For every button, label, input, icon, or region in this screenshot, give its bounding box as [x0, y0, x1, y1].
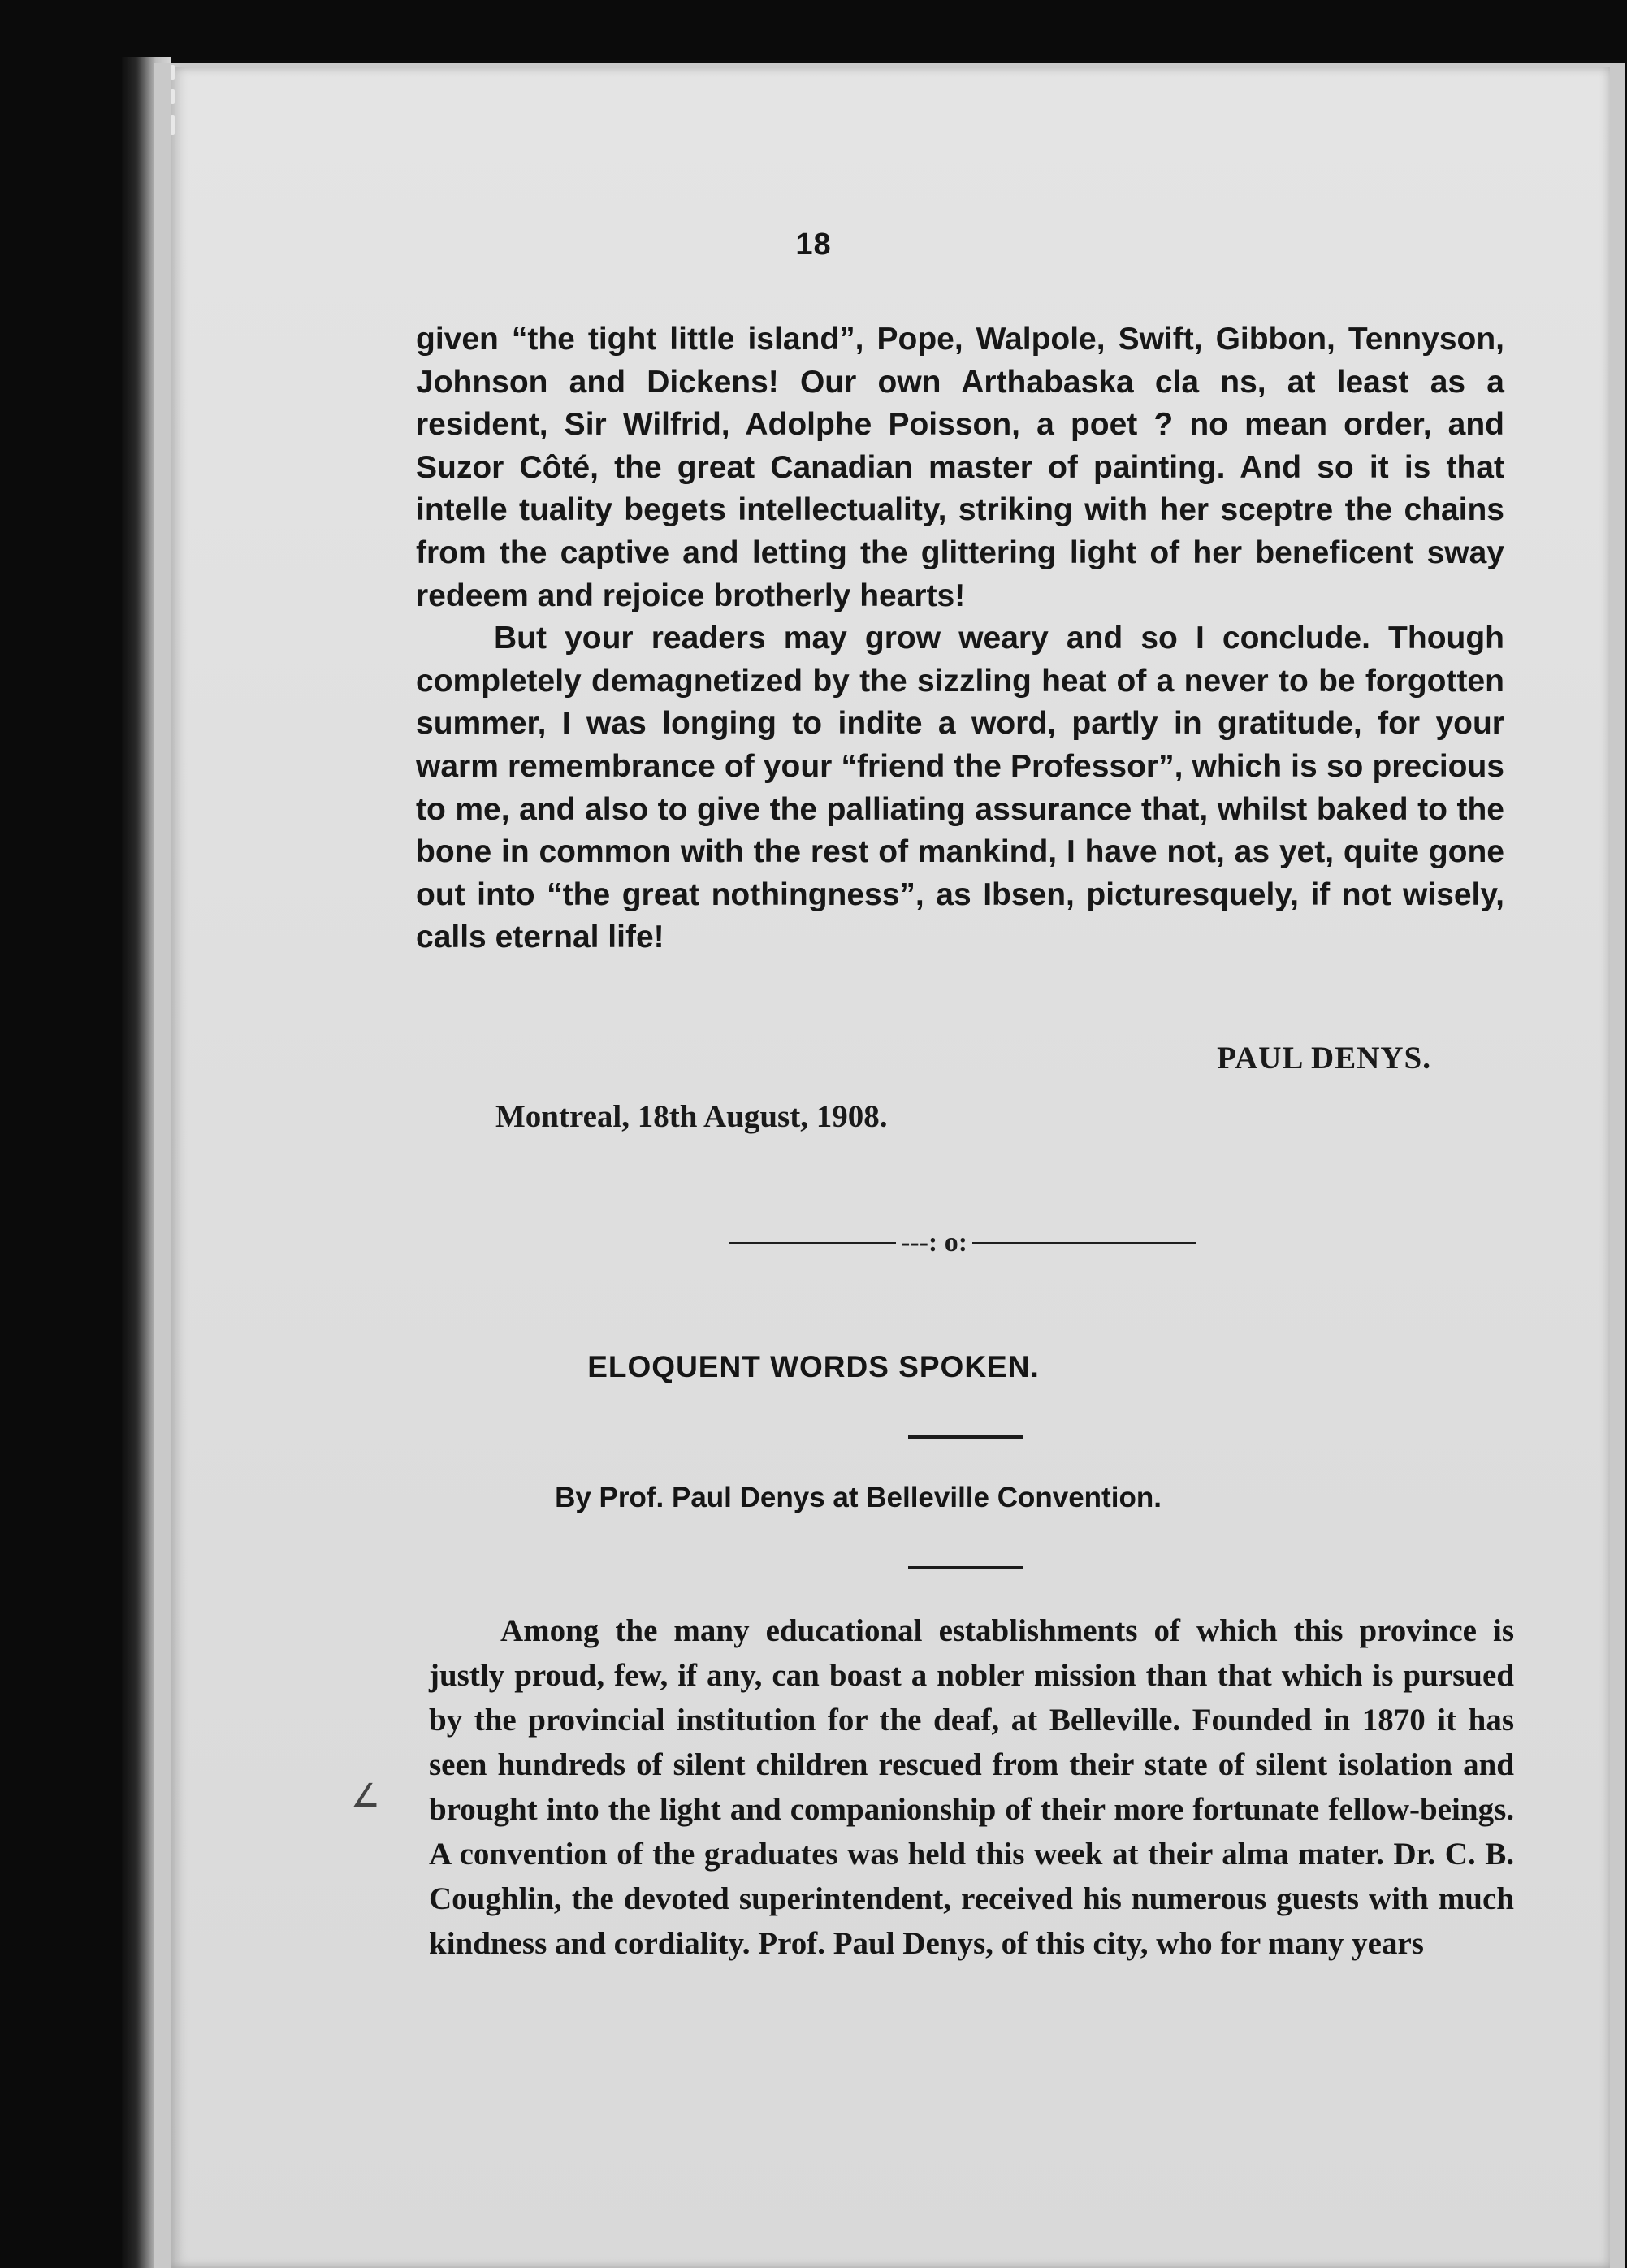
section-separator — [699, 1218, 1227, 1267]
letter-signature: PAUL DENYS. — [1217, 1041, 1431, 1076]
article-paragraph: Among the many educational establishments of which this province is justly proud, few, if any, can boast a nobler mission than that which is pursued by the provincial institution for the deaf, at Belleville. Founded in 1870 it has seen hundreds of silent children rescued from their state of silent isolation and brought into the light and companionship of their more fortunate fellow-beings. A convention of the graduates was held this week at their alma mater. Dr. C. B. Coughlin, the devoted superintendent, received his numerous guests with much kindness and cordiality. Prof. Paul Denys, of this city, who for many years — [429, 1613, 1514, 1961]
letter-dateline: Montreal, 18th August, 1908. — [495, 1099, 888, 1134]
separator-mark: ---: o: — [900, 1227, 968, 1257]
article-body — [429, 1608, 1514, 1966]
article-title: ELOQUENT WORDS SPOKEN. — [587, 1350, 1040, 1383]
letter-paragraph-1: given “the tight little island”, Pope, Walpole, Swift, Gibbon, Tennyson, Johnson and Dickens! Our own Arthabaska cla ns, at least as a resident, Sir Wilfrid, Adolphe Poisson, a poet ? no mean order, and Suzor Côté, the great Canadian master of painting. And so it is that intelle tuality begets intellectuality, striking with her sceptre the chains from the captive and letting the glittering light of her beneficent sway redeem and rejoice brotherly hearts! — [416, 322, 1504, 613]
binding-marks — [171, 65, 179, 138]
title-rule-bottom — [908, 1566, 1023, 1569]
letter-body — [416, 318, 1504, 959]
title-rule-top — [908, 1435, 1023, 1439]
article-subtitle: By Prof. Paul Denys at Belleville Convention. — [555, 1482, 1162, 1513]
separator-rule-right — [972, 1242, 1196, 1244]
letter-paragraph-2: But your readers may grow weary and so I conclude. Though completely demagnetized by the sizzling heat of a never to be forgotten summer, I was longing to indite a word, partly in gratitude, for your warm remembrance of your “friend the Professor”, which is so precious to me, and also to give the palliating assurance that, whilst baked to the bone in common with the rest of mankind, I have not, as yet, quite gone out into “the great nothingness”, as Ibsen, picturesquely, if not wisely, calls eternal life! — [416, 621, 1504, 955]
separator-rule-left — [729, 1242, 896, 1244]
margin-mark-icon: ∠ — [351, 1777, 380, 1815]
page-number: 18 — [795, 227, 832, 262]
